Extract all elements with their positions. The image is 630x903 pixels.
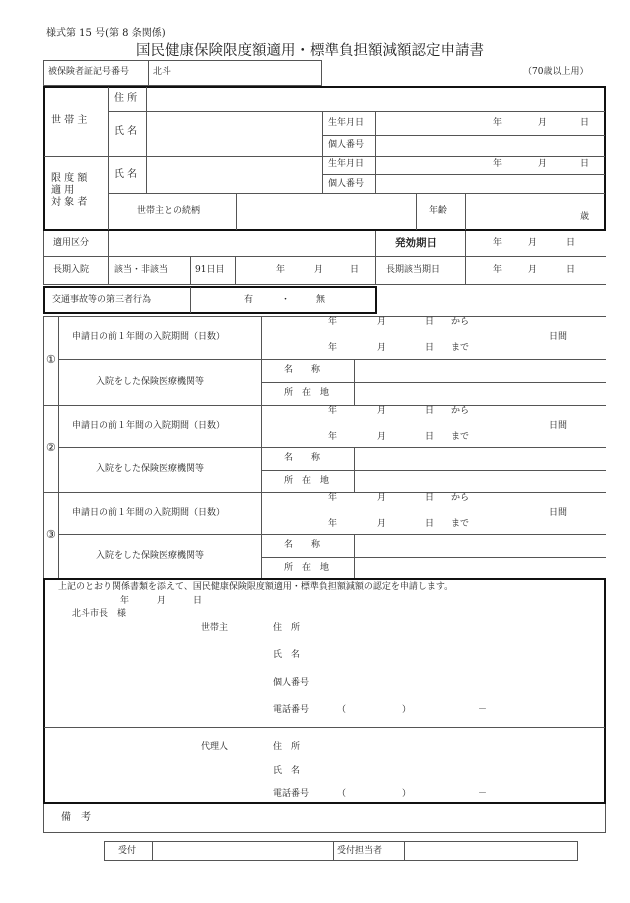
declaration-month: 月: [157, 596, 167, 606]
admission-1-from-month: 月: [377, 317, 387, 327]
subject-name-label: 氏 名: [114, 169, 138, 180]
householder-id-field[interactable]: [380, 138, 602, 154]
applicant-phone-close: ）: [402, 705, 412, 715]
admission-2-location-label: 所 在 地: [284, 476, 330, 486]
long-stay-applicable[interactable]: 該当・非該当: [114, 265, 169, 275]
day91-label: 91日目: [195, 265, 225, 275]
applicant-label: 世帯主: [201, 623, 229, 633]
admission-3-to: まで: [451, 519, 470, 529]
agent-address-label: 住 所: [273, 742, 301, 752]
admission-1-period-label: 申請日の前１年間の入院期間（日数）: [72, 332, 226, 342]
category-field[interactable]: [112, 234, 370, 253]
effective-day: 日: [566, 238, 576, 248]
agent-phone-label: 電話番号: [273, 789, 310, 799]
subject-birth-label: 生年月日: [328, 159, 365, 169]
admission-1-days-unit: 日間: [549, 332, 568, 342]
declaration-day: 日: [193, 596, 203, 606]
third-party-label: 交通事故等の第三者行為: [52, 295, 152, 305]
householder-id-label: 個人番号: [328, 140, 365, 150]
admission-3-to-month: 月: [377, 519, 387, 529]
agent-phone-open: （: [337, 789, 347, 799]
effective-year: 年: [493, 238, 503, 248]
applicant-id-label: 個人番号: [273, 678, 310, 688]
long-stay-day: 日: [566, 265, 576, 275]
admission-1-to-day: 日: [425, 343, 435, 353]
admission-2-from-day: 日: [425, 406, 435, 416]
admission-2-to-month: 月: [377, 432, 387, 442]
subject-id-label: 個人番号: [328, 179, 365, 189]
long-stay-date-label: 長期該当期日: [386, 265, 441, 275]
admission-1-from: から: [451, 317, 470, 327]
admission-3-to-day: 日: [425, 519, 435, 529]
admission-1-to: まで: [451, 343, 470, 353]
relation-field[interactable]: [240, 196, 412, 227]
admission-1-from-year: 年: [328, 317, 338, 327]
addressee: 北斗市長 様: [72, 609, 127, 619]
admission-3-name-label: 名 称: [284, 540, 321, 550]
long-stay-label: 長期入院: [53, 265, 90, 275]
applicant-address-label: 住 所: [273, 623, 301, 633]
day91-day: 日: [350, 265, 360, 275]
householder-name-field[interactable]: [152, 114, 318, 154]
admission-1-from-day: 日: [425, 317, 435, 327]
admission-2-from-month: 月: [377, 406, 387, 416]
admission-3-from-year: 年: [328, 493, 338, 503]
age-unit: 歳: [580, 212, 590, 222]
third-party-no[interactable]: 無: [316, 295, 326, 305]
effective-month: 月: [528, 238, 538, 248]
third-party-dot: ・: [281, 295, 291, 305]
subject-label-line2: 適 用: [51, 185, 75, 196]
householder-label: 世 帯 主: [51, 115, 88, 126]
subject-label-line1: 限 度 額: [51, 173, 88, 184]
admission-2-to-day: 日: [425, 432, 435, 442]
householder-address-label: 住 所: [114, 93, 138, 104]
day91-year: 年: [276, 265, 286, 275]
admission-3-from: から: [451, 493, 470, 503]
subject-birth-day: 日: [580, 159, 590, 169]
insured-number-label: 被保険者証記号番号: [48, 67, 130, 77]
applicant-phone-label: 電話番号: [273, 705, 310, 715]
admission-3-location-label: 所 在 地: [284, 563, 330, 573]
age-note: （70歳以上用）: [523, 67, 589, 77]
age-label: 年齢: [429, 206, 448, 216]
admission-3-from-day: 日: [425, 493, 435, 503]
subject-birth-year: 年: [493, 159, 503, 169]
admission-1-location-label: 所 在 地: [284, 388, 330, 398]
applicant-name-label: 氏 名: [273, 650, 301, 660]
agent-name-label: 氏 名: [273, 766, 301, 776]
admission-1-to-month: 月: [377, 343, 387, 353]
admission-1-to-year: 年: [328, 343, 338, 353]
admission-2-name-label: 名 称: [284, 453, 321, 463]
admission-2-from: から: [451, 406, 470, 416]
long-stay-year: 年: [493, 265, 503, 275]
admission-2-to: まで: [451, 432, 470, 442]
remarks-field[interactable]: [110, 807, 600, 829]
admission-2-days-unit: 日間: [549, 421, 568, 431]
subject-label-line3: 対 象 者: [51, 197, 88, 208]
agent-label: 代理人: [201, 742, 229, 752]
householder-birth-day: 日: [580, 118, 590, 128]
applicant-phone-dash: －: [478, 705, 488, 715]
declaration-box: [43, 578, 606, 804]
reception-label: 受付: [118, 846, 137, 856]
category-label: 適用区分: [53, 238, 90, 248]
admission-2-from-year: 年: [328, 406, 338, 416]
householder-address-field[interactable]: [152, 91, 602, 109]
admission-2-to-year: 年: [328, 432, 338, 442]
admission-3-from-month: 月: [377, 493, 387, 503]
agent-phone-close: ）: [402, 789, 412, 799]
effective-date-label: 発効期日: [395, 237, 437, 249]
admission-3-period-label: 申請日の前１年間の入院期間（日数）: [72, 508, 226, 518]
declaration-year: 年: [120, 596, 130, 606]
admission-3-to-year: 年: [328, 519, 338, 529]
third-party-yes[interactable]: 有: [244, 295, 254, 305]
subject-name-field[interactable]: [152, 159, 318, 191]
insured-number-value[interactable]: 北斗: [153, 67, 172, 77]
admission-2-period-label: 申請日の前１年間の入院期間（日数）: [72, 421, 226, 431]
admission-2-number: ②: [46, 441, 56, 454]
day91-month: 月: [314, 265, 324, 275]
relation-label: 世帯主との続柄: [137, 206, 201, 216]
householder-birth-month: 月: [538, 118, 548, 128]
agent-phone-dash: －: [478, 789, 488, 799]
subject-id-field[interactable]: [380, 177, 602, 191]
admission-3-days-unit: 日間: [549, 508, 568, 518]
householder-birth-year: 年: [493, 118, 503, 128]
reception-staff-label: 受付担当者: [337, 846, 383, 856]
admission-3-number: ③: [46, 528, 56, 541]
form-number: 様式第 15 号(第 8 条関係): [46, 28, 166, 39]
admission-1-name-label: 名 称: [284, 365, 321, 375]
page-title: 国民健康保険限度額適用・標準負担額減額認定申請書: [136, 43, 484, 59]
subject-birth-month: 月: [538, 159, 548, 169]
householder-birth-label: 生年月日: [328, 118, 365, 128]
admission-2-hospital-label: 入院をした保険医療機関等: [96, 464, 205, 474]
householder-name-label: 氏 名: [114, 126, 138, 137]
admission-1-hospital-label: 入院をした保険医療機関等: [96, 377, 205, 387]
long-stay-month: 月: [528, 265, 538, 275]
applicant-phone-open: （: [337, 705, 347, 715]
remarks-label: 備 考: [61, 812, 91, 823]
declaration-text: 上記のとおり関係書類を添えて、国民健康保険限度額適用・標準負担額減額の認定を申請します。: [58, 582, 454, 592]
admission-3-hospital-label: 入院をした保険医療機関等: [96, 551, 205, 561]
admission-1-number: ①: [46, 353, 56, 366]
